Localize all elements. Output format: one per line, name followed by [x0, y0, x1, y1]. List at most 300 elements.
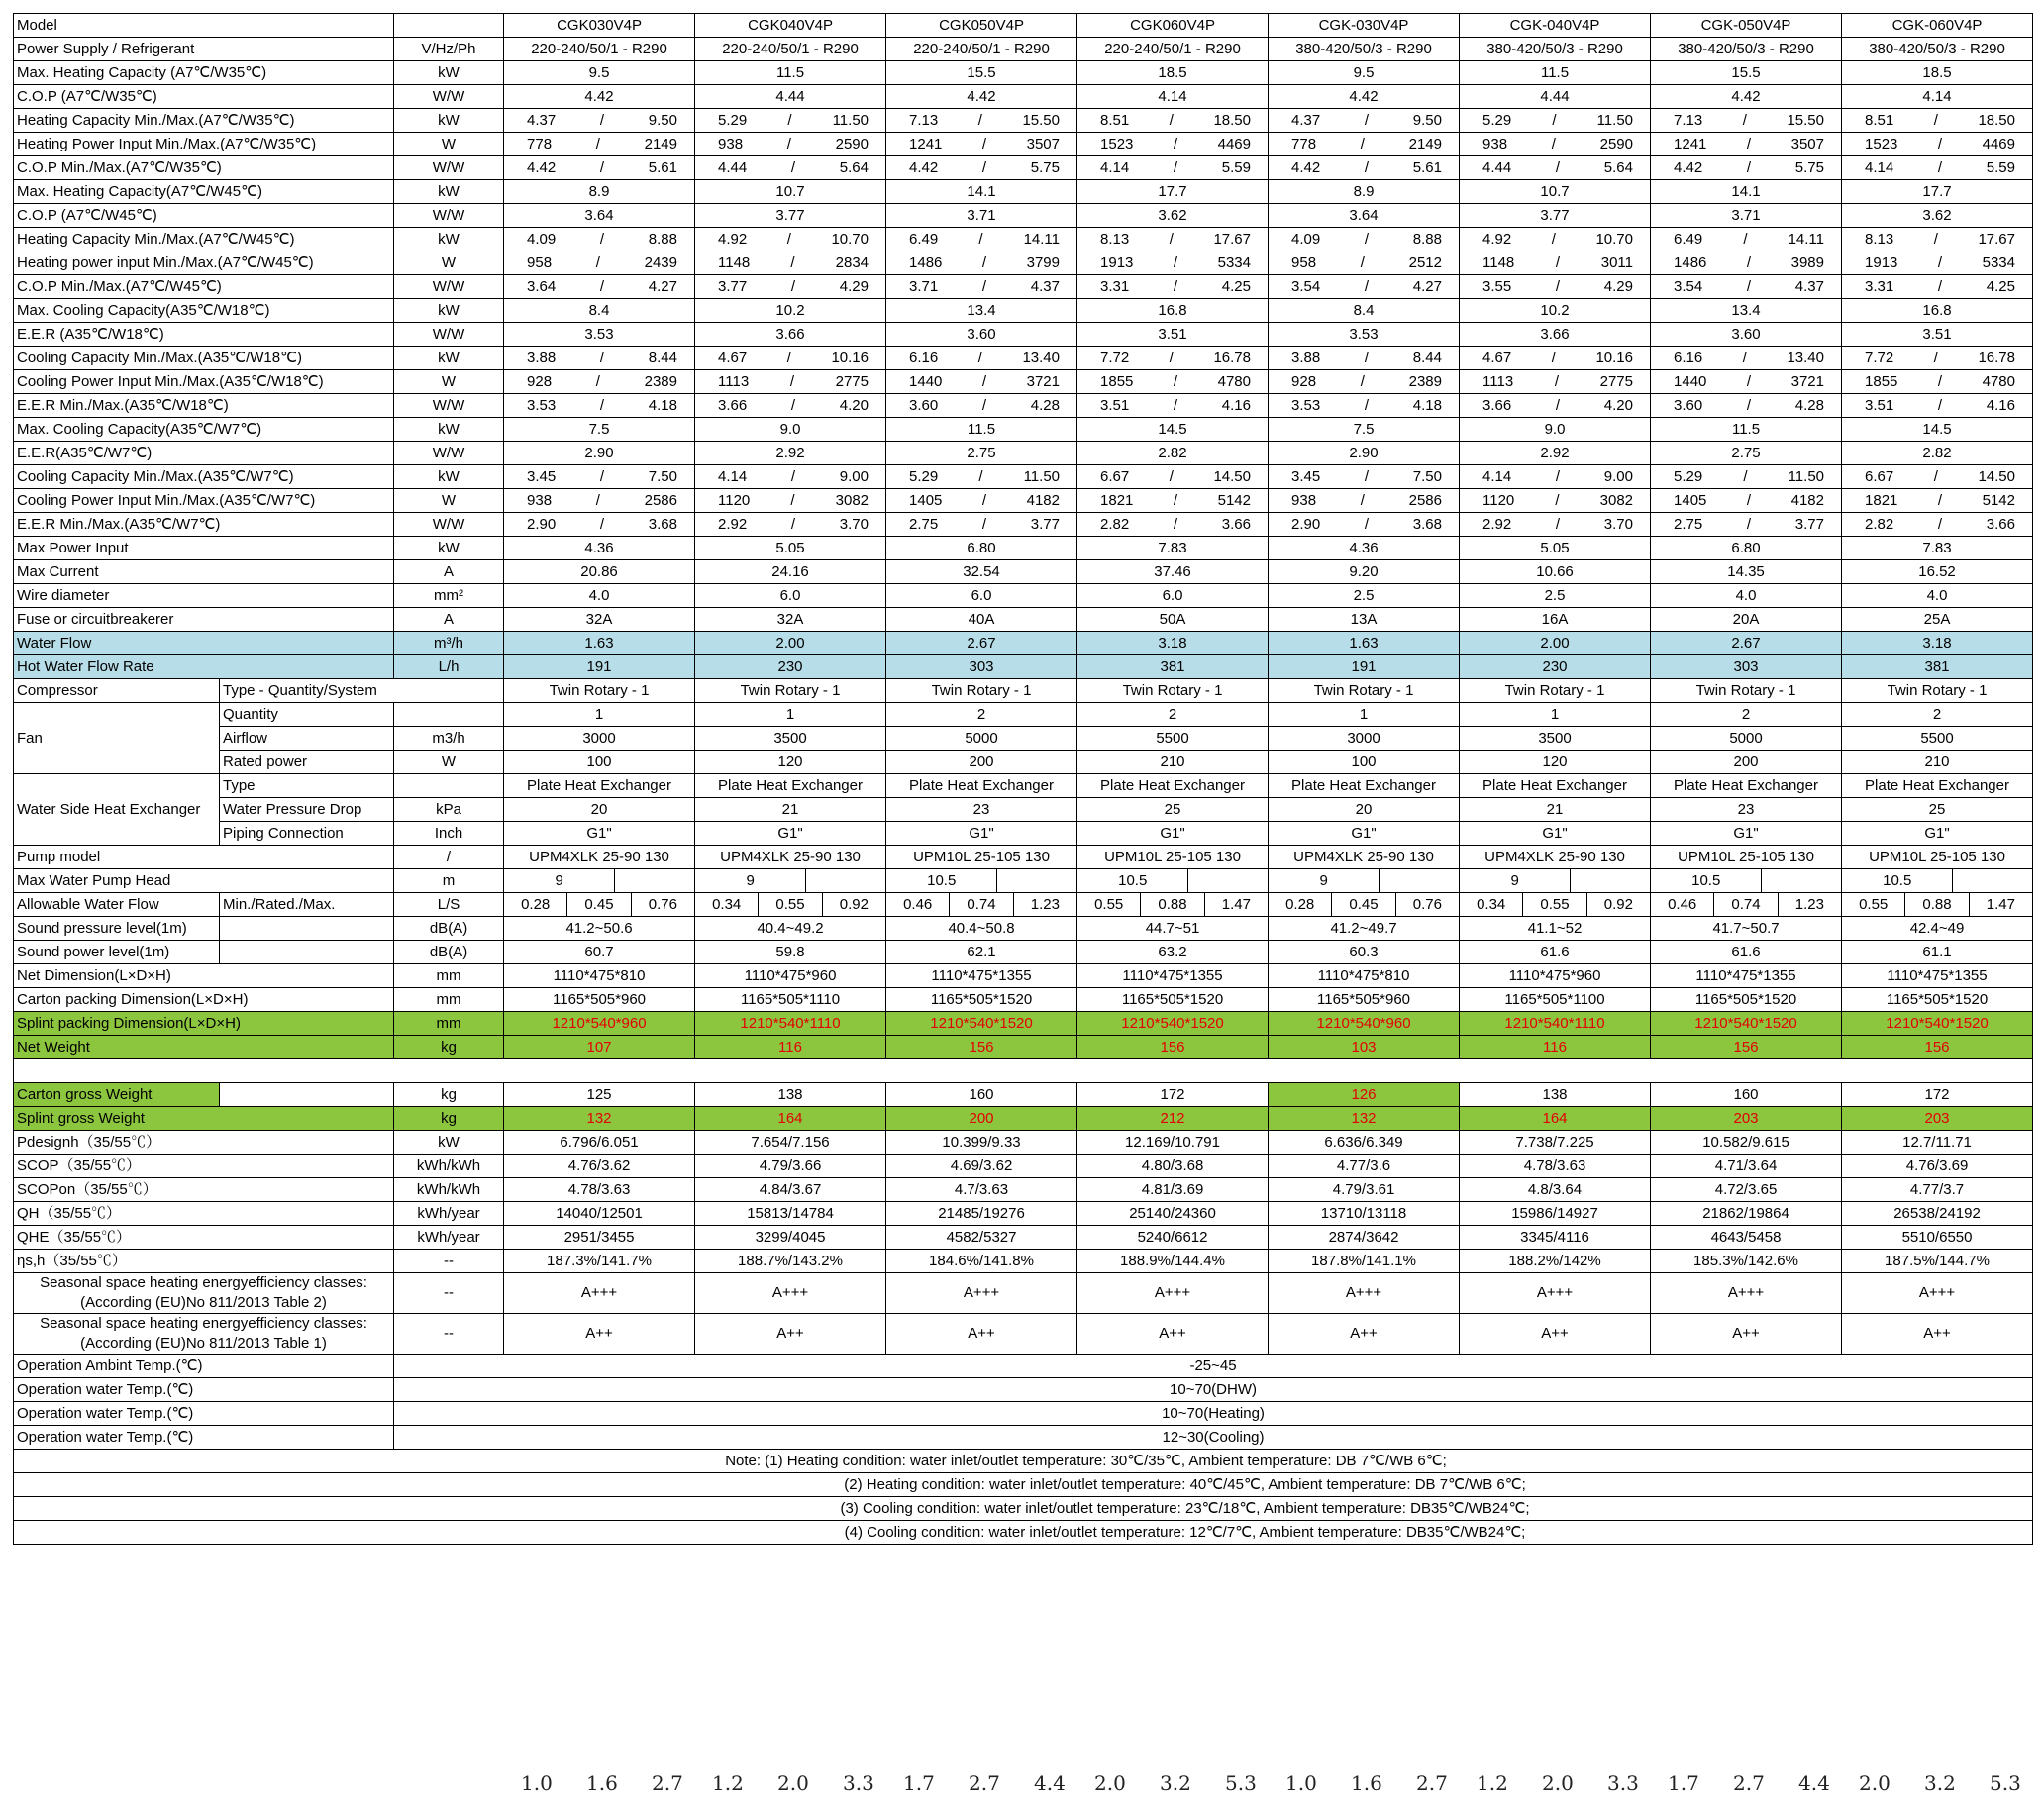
spec-row [14, 1036, 2033, 1059]
pump-model-value: UPM4XLK 25-90 130 [504, 846, 695, 869]
splint-gross-value: 200 [886, 1107, 1077, 1131]
max-value: 5.64 [839, 158, 869, 176]
min-value: 4.44 [718, 158, 748, 176]
row-unit: -- [394, 1273, 504, 1314]
minmax-value [504, 251, 695, 275]
pump-head-number: 10.5 [1883, 871, 1912, 889]
pump-head-value [1842, 869, 2033, 893]
empty-subcell [805, 869, 885, 892]
min-value: 1148 [1482, 253, 1515, 271]
note-row [14, 1473, 2033, 1497]
compressor-value: Twin Rotary - 1 [1269, 679, 1460, 703]
separator: / [790, 277, 796, 295]
separator: / [1364, 230, 1370, 248]
separator: / [599, 230, 605, 248]
max-value: 2586 [644, 491, 677, 509]
separator: / [1555, 396, 1561, 414]
minmax-value [1460, 513, 1651, 537]
water-side-heat-exchanger-value: G1" [1077, 822, 1269, 846]
fan-label: Fan [14, 703, 220, 774]
spec-value: 2.82 [1842, 442, 2033, 465]
row-unit: kW [394, 465, 504, 489]
max-value: 4.37 [1030, 277, 1060, 295]
spec-value: 3.53 [1269, 323, 1460, 347]
row-label: C.O.P Min./Max.(A7℃/W35℃) [14, 156, 394, 180]
spec-value: 9.5 [504, 61, 695, 85]
seasonal-class-value: A++ [1651, 1314, 1842, 1355]
spec-row [14, 917, 2033, 941]
spec-value: 2.92 [1460, 442, 1651, 465]
spec-value: 9.0 [695, 418, 886, 442]
spec-value: 1165*505*1520 [1842, 988, 2033, 1012]
minmax-value [1077, 489, 1269, 513]
min-value: 1523 [1865, 135, 1898, 152]
max-value: 4.18 [648, 396, 677, 414]
min-value: 1821 [1100, 491, 1134, 509]
spec-row [14, 560, 2033, 584]
scale-number: 5.3 [1990, 1771, 2021, 1795]
minmax-value [1651, 370, 1842, 394]
spec-row [14, 465, 2033, 489]
empty-subcell [1570, 869, 1650, 892]
min-value: 1241 [909, 135, 943, 152]
minmax-value [504, 370, 695, 394]
separator: / [1746, 135, 1752, 152]
spec-value: 14.5 [1077, 418, 1269, 442]
max-value: 10.16 [1595, 349, 1633, 366]
spec-value: 21862/19864 [1651, 1202, 1842, 1226]
spec-value: 9.20 [1269, 560, 1460, 584]
spec-value: 8.4 [1269, 299, 1460, 323]
spec-value: 15813/14784 [695, 1202, 886, 1226]
minmax-value [1460, 347, 1651, 370]
carton-gross-value: 138 [1460, 1083, 1651, 1107]
max-value: 3082 [1599, 491, 1634, 509]
spec-value: 3.66 [1460, 323, 1651, 347]
splint-gross-value: 132 [504, 1107, 695, 1131]
seasonal-class-value: A++ [886, 1314, 1077, 1355]
minmax-value [1842, 513, 2033, 537]
fan-value: 2 [1651, 703, 1842, 727]
water-side-heat-exchanger-value: 23 [886, 798, 1077, 822]
spec-value: 20.86 [504, 560, 695, 584]
row-label: Wire diameter [14, 584, 394, 608]
min-value: 5.29 [1674, 467, 1703, 485]
spec-value: 2951/3455 [504, 1226, 695, 1250]
minmax-value [1460, 465, 1651, 489]
scale-number: 2.7 [1416, 1771, 1448, 1795]
minmax-value [504, 109, 695, 133]
scale-number: 3.3 [843, 1771, 874, 1795]
splint-gross-value: 212 [1077, 1107, 1269, 1131]
min-value: 4.44 [1482, 158, 1512, 176]
min-value: 3.88 [527, 349, 557, 366]
operation-label: Operation water Temp.(℃) [14, 1402, 394, 1426]
min-value: 1113 [718, 372, 750, 390]
spec-value: 1165*505*1520 [1651, 988, 1842, 1012]
operation-value: -25~45 [394, 1355, 2033, 1378]
spec-value: 303 [1651, 655, 1842, 679]
min-value: 2.75 [1674, 515, 1703, 533]
minmax-value [1269, 133, 1460, 156]
separator: / [1173, 372, 1178, 390]
minmax-value [1842, 133, 2033, 156]
fan-value: 1 [1269, 703, 1460, 727]
spec-value: 26538/24192 [1842, 1202, 2033, 1226]
seasonal-class-value: A++ [1269, 1314, 1460, 1355]
spec-value: 1210*540*960 [1269, 1012, 1460, 1036]
pump-model-label: Pump model [14, 846, 394, 869]
spec-value: 8.4 [504, 299, 695, 323]
row-label: Heating power input Min./Max.(A7℃/W45℃) [14, 251, 394, 275]
spec-value: 44.7~51 [1077, 917, 1269, 941]
max-value: 10.16 [831, 349, 869, 366]
pump-model-value: UPM4XLK 25-90 130 [1460, 846, 1651, 869]
minmax-value [886, 156, 1077, 180]
fan-value: 3000 [504, 727, 695, 751]
min-value: 3.51 [1865, 396, 1894, 414]
minmax-value [1651, 347, 1842, 370]
min-value: 2.82 [1100, 515, 1130, 533]
compressor-value: Twin Rotary - 1 [1842, 679, 2033, 703]
min-value: 3.88 [1291, 349, 1321, 366]
seasonal-label [14, 1273, 394, 1314]
separator: / [1937, 515, 1943, 533]
spec-value: 3.64 [1269, 204, 1460, 228]
scale-number: 2.0 [1859, 1771, 1891, 1795]
max-value: 3721 [1790, 372, 1824, 390]
spec-value: 7.83 [1077, 537, 1269, 560]
spec-value: 37.46 [1077, 560, 1269, 584]
separator: / [1937, 396, 1943, 414]
minmax-value [1077, 347, 1269, 370]
spec-value: 14.35 [1651, 560, 1842, 584]
unit-header [394, 14, 504, 38]
min-value: 2.90 [527, 515, 557, 533]
row-unit: kW [394, 61, 504, 85]
spec-table [13, 13, 2033, 1545]
spec-value: 1110*475*960 [1460, 964, 1651, 988]
separator: / [1169, 467, 1174, 485]
separator: / [1173, 396, 1178, 414]
splint-gross-value: 132 [1269, 1107, 1460, 1131]
min-value: 6.67 [1100, 467, 1130, 485]
row-label: Heating Capacity Min./Max.(A7℃/W45℃) [14, 228, 394, 251]
min-value: 3.77 [718, 277, 748, 295]
max-value: 4.16 [1986, 396, 2015, 414]
spec-value: 220-240/50/1 - R290 [695, 38, 886, 61]
min-value: 3.31 [1100, 277, 1130, 295]
spec-value: 156 [1651, 1036, 1842, 1059]
row-unit: W/W [394, 394, 504, 418]
separator: / [981, 253, 987, 271]
row-label: E.E.R(A35℃/W7℃) [14, 442, 394, 465]
fan-row [14, 703, 2033, 727]
spec-value: 15986/14927 [1460, 1202, 1651, 1226]
min-value: 8.13 [1100, 230, 1130, 248]
max-value: 3.66 [1986, 515, 2015, 533]
pump-head-value [1651, 869, 1842, 893]
fan-value: 200 [1651, 751, 1842, 774]
fan-sub: Quantity [220, 703, 394, 727]
row-unit: kW [394, 347, 504, 370]
spec-value: 1165*505*1110 [695, 988, 886, 1012]
max-value: 7.50 [1412, 467, 1442, 485]
separator: / [1555, 467, 1561, 485]
row-label: Max Current [14, 560, 394, 584]
allowable-flow-value [1269, 893, 1460, 917]
min-value: 1241 [1674, 135, 1707, 152]
max-value: 8.88 [648, 230, 677, 248]
spec-row [14, 370, 2033, 394]
row-unit: dB(A) [394, 917, 504, 941]
rated-flow: 0.88 [1140, 893, 1203, 916]
spec-value: 4.44 [1460, 85, 1651, 109]
max-value: 3721 [1026, 372, 1060, 390]
row-unit: kW [394, 418, 504, 442]
spec-value: 1165*505*960 [1269, 988, 1460, 1012]
spec-value: 63.2 [1077, 941, 1269, 964]
spec-value: 220-240/50/1 - R290 [504, 38, 695, 61]
min-value: 1486 [1674, 253, 1707, 271]
fan-value: 5000 [1651, 727, 1842, 751]
spec-value: 4.79/3.61 [1269, 1178, 1460, 1202]
row-unit: kWh/year [394, 1202, 504, 1226]
row-unit: m³/h [394, 632, 504, 655]
minmax-value [1651, 156, 1842, 180]
min-value: 6.49 [1674, 230, 1703, 248]
spec-value: 7.83 [1842, 537, 2033, 560]
row-unit: kW [394, 180, 504, 204]
separator: / [1173, 515, 1178, 533]
minmax-value [886, 251, 1077, 275]
spec-value: 1110*475*1355 [1842, 964, 2033, 988]
fan-value: 100 [504, 751, 695, 774]
row-label: Cooling Capacity Min./Max.(A35℃/W18℃) [14, 347, 394, 370]
separator: / [595, 372, 600, 390]
separator: / [1364, 349, 1370, 366]
spec-row [14, 489, 2033, 513]
max-flow: 0.76 [1395, 893, 1459, 916]
min-value: 6.49 [909, 230, 939, 248]
spec-row [14, 1012, 2033, 1036]
scale-number: 1.0 [521, 1771, 553, 1795]
carton-gross-value: 160 [1651, 1083, 1842, 1107]
max-value: 14.50 [1978, 467, 2015, 485]
seasonal-label [14, 1314, 394, 1355]
minmax-value [886, 347, 1077, 370]
pump-head-number: 9 [1319, 871, 1328, 889]
water-side-heat-exchanger-sub: Water Pressure Drop [220, 798, 394, 822]
spec-row [14, 299, 2033, 323]
spec-value: 59.8 [695, 941, 886, 964]
spec-value: 1210*540*1520 [1842, 1012, 2033, 1036]
spec-value: 4.78/3.63 [1460, 1155, 1651, 1178]
spec-value: 20A [1651, 608, 1842, 632]
minmax-value [695, 394, 886, 418]
minmax-value [1651, 275, 1842, 299]
minmax-value [1077, 513, 1269, 537]
row-unit: W [394, 489, 504, 513]
min-value: 1113 [1482, 372, 1514, 390]
row-unit: mm² [394, 584, 504, 608]
scale-number: 2.0 [1094, 1771, 1126, 1795]
scale-number: 4.4 [1798, 1771, 1830, 1795]
min-flow: 0.28 [521, 895, 551, 913]
separator: / [1552, 111, 1557, 129]
max-value: 2775 [1599, 372, 1633, 390]
spec-value: 8.9 [504, 180, 695, 204]
spacer-row [14, 1059, 2033, 1083]
scale-number: 3.3 [1607, 1771, 1639, 1795]
row-unit: kWh/year [394, 1226, 504, 1250]
row-unit: W/W [394, 204, 504, 228]
row-unit: W/W [394, 513, 504, 537]
separator: / [1364, 277, 1370, 295]
spec-value: 7.738/7.225 [1460, 1131, 1651, 1155]
water-side-heat-exchanger-value: Plate Heat Exchanger [695, 774, 886, 798]
pump-head-number: 9 [746, 871, 755, 889]
minmax-value [1651, 228, 1842, 251]
row-unit: W [394, 370, 504, 394]
separator: / [599, 515, 605, 533]
spec-value: 3.77 [695, 204, 886, 228]
min-value: 1821 [1865, 491, 1898, 509]
min-value: 4.42 [909, 158, 939, 176]
minmax-value [1460, 370, 1651, 394]
operation-row [14, 1426, 2033, 1450]
spec-row [14, 608, 2033, 632]
min-value: 4.37 [1291, 111, 1321, 129]
pump-model-value: UPM10L 25-105 130 [1651, 846, 1842, 869]
spec-value: 10.582/9.615 [1651, 1131, 1842, 1155]
separator: / [981, 372, 987, 390]
pump-head-value [695, 869, 886, 893]
row-unit: W/W [394, 156, 504, 180]
min-value: 7.72 [1100, 349, 1130, 366]
compressor-value: Twin Rotary - 1 [695, 679, 886, 703]
row-unit: kW [394, 109, 504, 133]
max-value: 4.29 [839, 277, 869, 295]
row-unit: kW [394, 1131, 504, 1155]
max-value: 3.68 [1412, 515, 1442, 533]
pump-head-number: 9 [1510, 871, 1519, 889]
min-value: 3.60 [1674, 396, 1703, 414]
min-value: 4.67 [1482, 349, 1512, 366]
max-value: 3.68 [648, 515, 677, 533]
operation-value: 10~70(DHW) [394, 1378, 2033, 1402]
max-value: 4.18 [1412, 396, 1442, 414]
spec-value: 41.2~49.7 [1269, 917, 1460, 941]
max-value: 9.00 [839, 467, 869, 485]
row-label: QHE（35/55℃） [14, 1226, 394, 1250]
separator: / [1364, 158, 1370, 176]
minmax-value [504, 465, 695, 489]
separator: / [1742, 111, 1747, 129]
max-value: 4.27 [1412, 277, 1442, 295]
splint-gross-label: Splint gross Weight [14, 1107, 394, 1131]
min-value: 5.29 [718, 111, 748, 129]
max-value: 2389 [644, 372, 677, 390]
minmax-value [1460, 251, 1651, 275]
separator: / [981, 515, 987, 533]
minmax-value [1842, 465, 2033, 489]
max-value: 4.27 [648, 277, 677, 295]
max-value: 4.37 [1794, 277, 1824, 295]
separator: / [1555, 277, 1561, 295]
compressor-value: Twin Rotary - 1 [1077, 679, 1269, 703]
spec-value: 41.1~52 [1460, 917, 1651, 941]
separator: / [1746, 396, 1752, 414]
energy-row [14, 1250, 2033, 1273]
min-value: 2.92 [718, 515, 748, 533]
spec-value: 3299/4045 [695, 1226, 886, 1250]
min-value: 1486 [909, 253, 943, 271]
max-value: 5.75 [1794, 158, 1824, 176]
spec-value: 1210*540*1520 [1651, 1012, 1842, 1036]
rated-flow: 0.88 [1904, 893, 1968, 916]
pump-head-number: 9 [555, 871, 563, 889]
spec-row [14, 655, 2033, 679]
spec-value: 1210*540*960 [504, 1012, 695, 1036]
water-side-heat-exchanger-row [14, 822, 2033, 846]
minmax-value [886, 513, 1077, 537]
spec-value: 14040/12501 [504, 1202, 695, 1226]
max-value: 4469 [1982, 135, 2015, 152]
spec-row [14, 323, 2033, 347]
operation-value: 10~70(Heating) [394, 1402, 2033, 1426]
scale-number: 2.7 [1733, 1771, 1765, 1795]
spec-value: 9.5 [1269, 61, 1460, 85]
row-label: Water Flow [14, 632, 394, 655]
pump-head-number: 10.5 [927, 871, 957, 889]
minmax-value [1269, 275, 1460, 299]
min-value: 1120 [718, 491, 751, 509]
minmax-value [886, 465, 1077, 489]
minmax-value [695, 370, 886, 394]
min-value: 958 [1291, 253, 1317, 271]
spec-value: 4.72/3.65 [1651, 1178, 1842, 1202]
max-value: 5142 [1217, 491, 1251, 509]
min-value: 3.53 [527, 396, 557, 414]
row-label: C.O.P (A7℃/W35℃) [14, 85, 394, 109]
min-value: 5.29 [1482, 111, 1512, 129]
spec-value: 188.7%/143.2% [695, 1250, 886, 1273]
row-label: Splint packing Dimension(L×D×H) [14, 1012, 394, 1036]
max-value: 16.78 [1978, 349, 2015, 366]
separator: / [786, 230, 791, 248]
min-value: 6.67 [1865, 467, 1894, 485]
min-flow: 0.34 [1477, 895, 1506, 913]
minmax-value [695, 228, 886, 251]
minmax-value [1077, 109, 1269, 133]
spec-value: 21485/19276 [886, 1202, 1077, 1226]
separator: / [1555, 158, 1561, 176]
min-value: 5.29 [909, 467, 939, 485]
spec-value: 156 [886, 1036, 1077, 1059]
min-value: 3.51 [1100, 396, 1130, 414]
minmax-value [1460, 275, 1651, 299]
scale-number: 3.2 [1924, 1771, 1956, 1795]
max-value: 3507 [1026, 135, 1060, 152]
separator: / [1173, 491, 1178, 509]
min-value: 8.51 [1865, 111, 1894, 129]
max-value: 4182 [1790, 491, 1824, 509]
minmax-value [1842, 275, 2033, 299]
min-value: 7.13 [1674, 111, 1703, 129]
row-unit: V/Hz/Ph [394, 38, 504, 61]
water-side-heat-exchanger-sub: Type [220, 774, 394, 798]
